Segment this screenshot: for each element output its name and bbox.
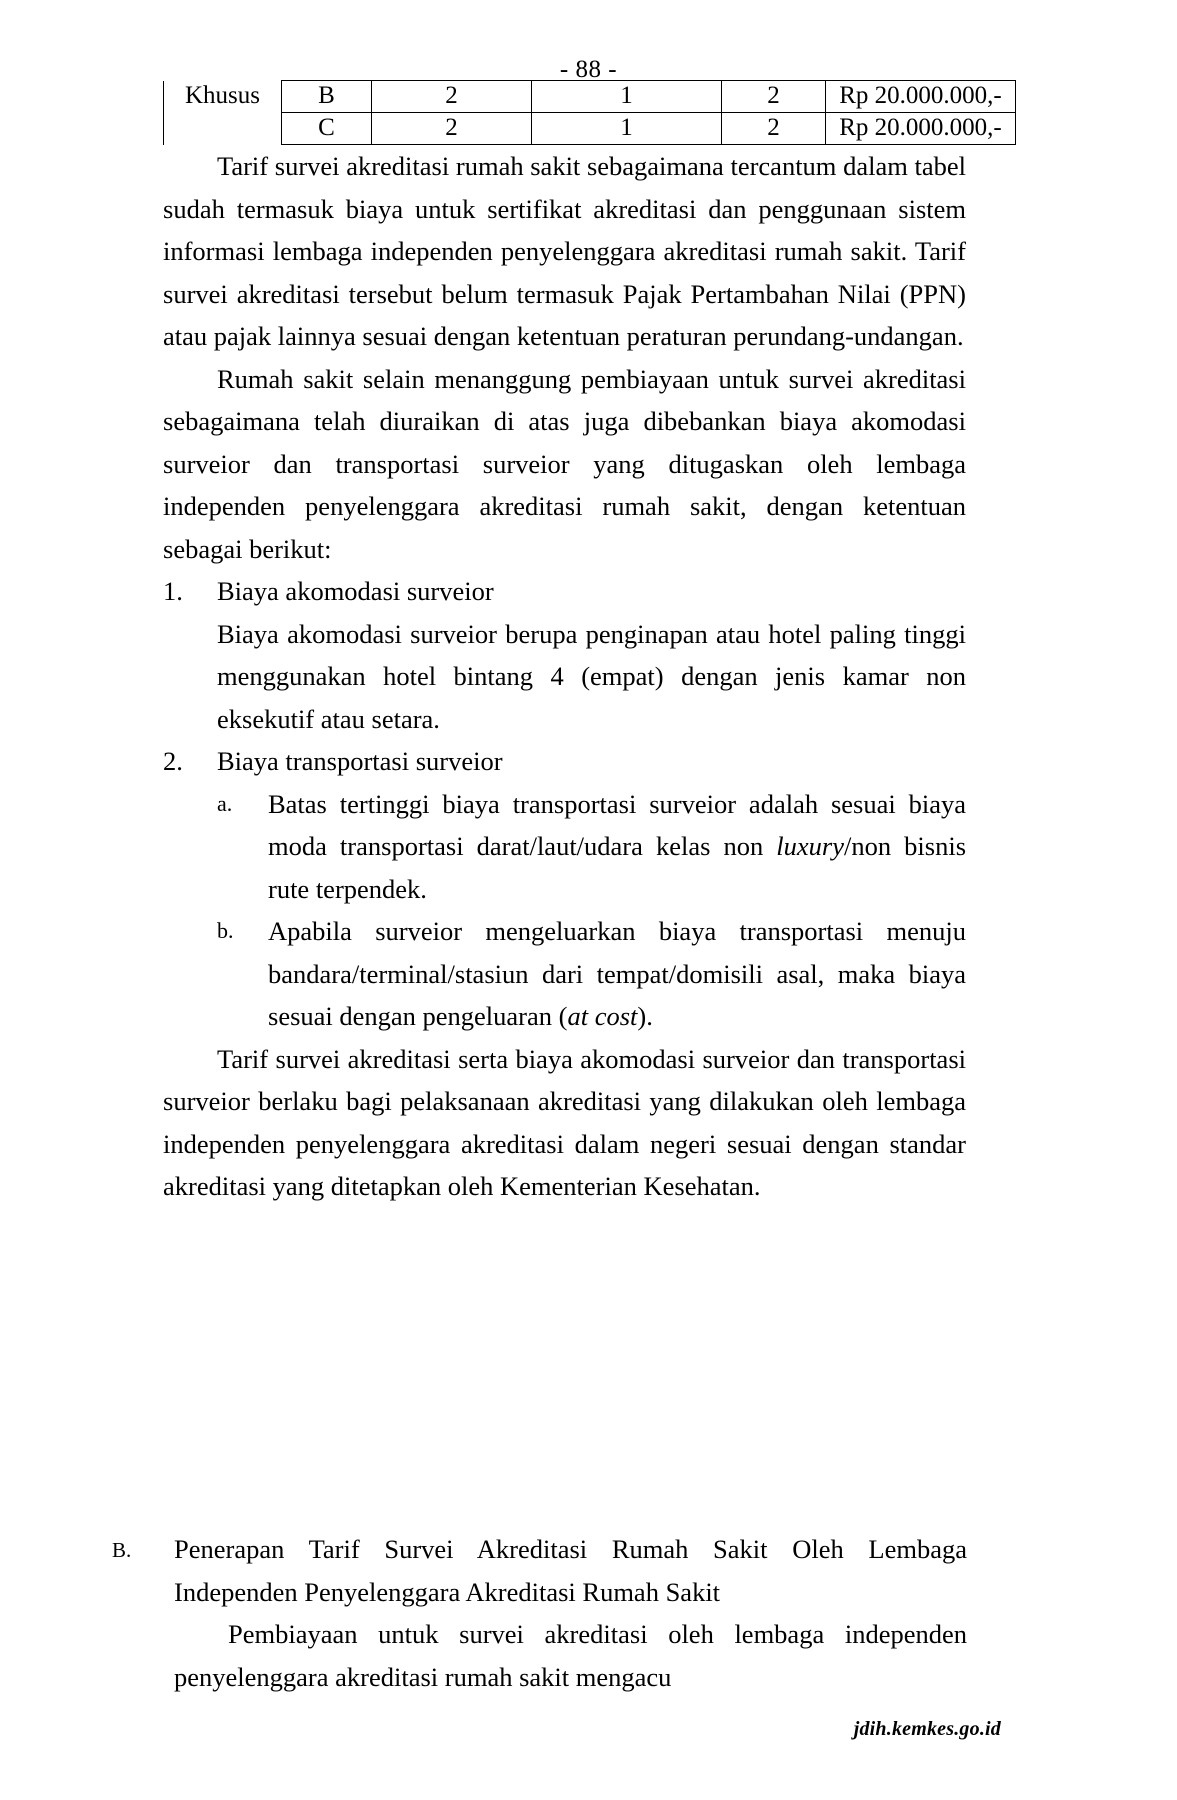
section-b-marker: B. (112, 1538, 132, 1562)
sub-list-item-text-after: /non bisnis rute terpendek. (268, 831, 967, 904)
list-item (163, 570, 966, 740)
list-item (163, 740, 966, 783)
sub-list-item-marker: a. (217, 790, 233, 816)
sub-list-item-content (268, 910, 966, 1038)
table-cell: C (282, 113, 372, 145)
sub-list-item-marker: b. (217, 918, 234, 943)
sub-list-item-text-before: Apabila surveior mengeluarkan biaya transportasi menuju bandara/terminal/stasiun dari tempat/domisili asal, maka biaya sesuai dengan pengeluaran ( (268, 916, 966, 1031)
table-cell: 2 (372, 81, 532, 113)
section-b-heading: Penerapan Tarif Survei Akreditasi Rumah Sakit Oleh Lembaga Independen Penyelenggara Akreditasi Rumah Sakit (174, 1534, 967, 1607)
section-b-paragraph: Pembiayaan untuk survei akreditasi oleh lembaga independen penyelenggara akreditasi rumah sakit mengacu (174, 1619, 967, 1692)
sub-list-item-italic-term: at cost (567, 1001, 638, 1031)
section-b (112, 1528, 967, 1698)
table-cell: 2 (722, 113, 826, 145)
table-row (164, 81, 1016, 113)
paragraph-rumah-sakit: Rumah sakit selain menanggung pembiayaan untuk survei akreditasi sebagaimana telah diuraikan di atas juga dibebankan biaya akomodasi surveior dan transportasi surveior yang ditugaskan oleh lembaga independen penyelenggara akreditasi rumah sakit, dengan ketentuan sebagai berikut: (163, 363, 966, 564)
section-b-content (174, 1528, 967, 1698)
sub-list-item-text-before: Batas tertinggi biaya transportasi surveior adalah sesuai biaya moda transportasi darat/laut/udara kelas non (268, 788, 966, 861)
table-row-label: Khusus (164, 81, 282, 113)
paragraph-tarif-survei: Tarif survei akreditasi rumah sakit sebagaimana tercantum dalam tabel sudah termasuk biaya untuk sertifikat akreditasi dan penggunaan sistem informasi lembaga independen penyelenggara akreditasi rumah sakit. Tarif survei akreditasi tersebut belum termasuk Pajak Pertambahan Nilai (PPN) atau pajak lainnya sesuai dengan ketentuan peraturan perundang-undangan. (163, 151, 966, 351)
sub-list-item-content (268, 783, 966, 911)
list-item-body: Biaya akomodasi surveior berupa penginapan atau hotel paling tinggi menggunakan hotel bintang 4 (empat) dengan jenis kamar non eksekutif atau setara. (217, 618, 966, 734)
table-cell: 2 (722, 81, 826, 113)
list-item-content (217, 740, 966, 783)
table-cell: 1 (532, 113, 722, 145)
numbered-list (163, 570, 966, 1038)
table-row-label (164, 113, 282, 145)
document-body (163, 145, 966, 1208)
table-cell: 1 (532, 81, 722, 113)
table-cell: Rp 20.000.000,- (826, 113, 1016, 145)
footer-watermark: jdih.kemkes.go.id (853, 1718, 1001, 1740)
list-item-title: Biaya transportasi surveior (217, 746, 503, 776)
sub-list-item (217, 783, 966, 911)
table-cell: Rp 20.000.000,- (826, 81, 1016, 113)
sub-list-item-italic-term: luxury (776, 831, 844, 861)
sub-list-item-text-after: ). (637, 1001, 653, 1031)
sub-list-item (217, 910, 966, 1038)
page-number: - 88 - (559, 56, 618, 83)
list-item-title: Biaya akomodasi surveior (217, 576, 494, 606)
tariff-table (163, 80, 1016, 145)
paragraph-tarif-berlaku: Tarif survei akreditasi serta biaya akomodasi surveior dan transportasi surveior berlaku bagi pelaksanaan akreditasi yang dilakukan oleh lembaga independen penyelenggara akreditasi dalam negeri sesuai dengan standar akreditasi yang ditetapkan oleh Kementerian Kesehatan. (163, 1043, 966, 1201)
list-item-content (217, 570, 966, 740)
table-cell: 2 (372, 113, 532, 145)
list-item-marker: 2. (163, 746, 183, 776)
list-item-marker: 1. (163, 576, 183, 606)
table-cell: B (282, 81, 372, 113)
table-row (164, 113, 1016, 145)
